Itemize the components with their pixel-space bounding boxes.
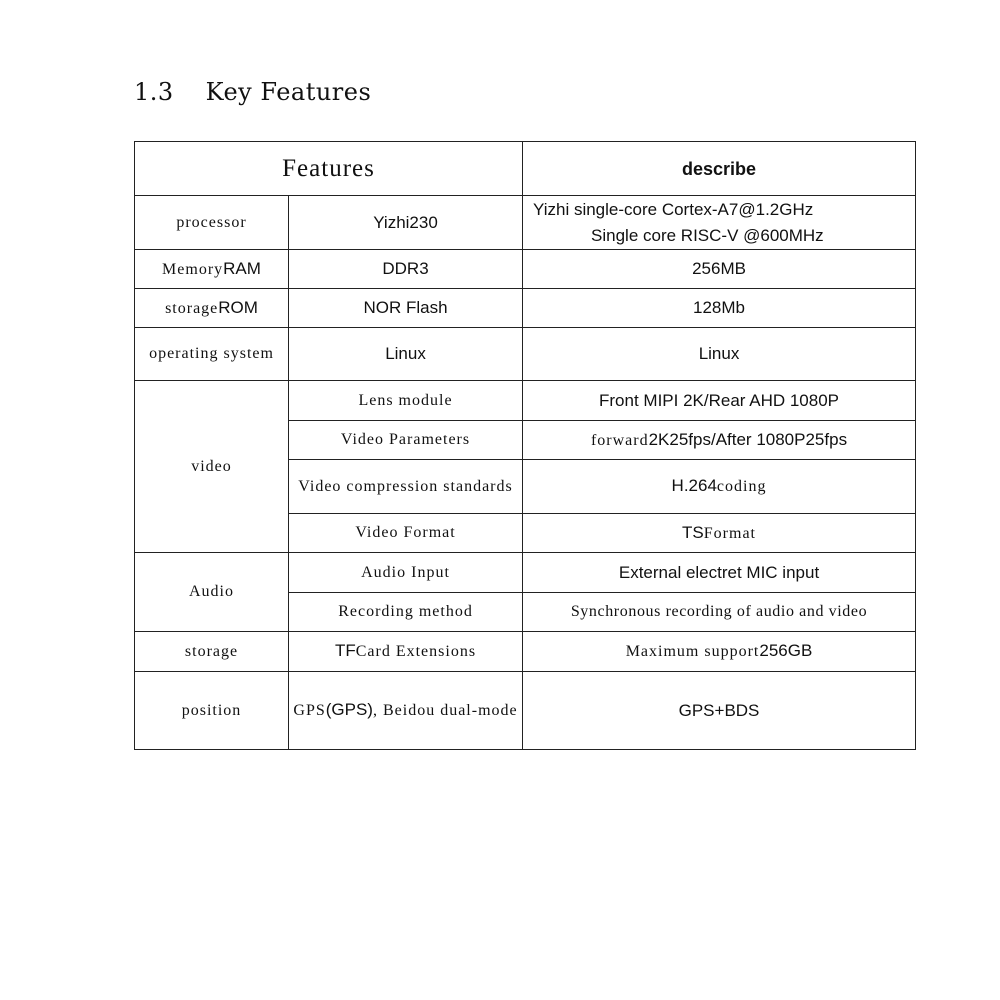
video-lens-describe: Front MIPI 2K/Rear AHD 1080P [523, 381, 916, 421]
video-compression-describe-b: coding [716, 478, 767, 495]
video-lens-label: Lens module [289, 381, 523, 421]
os-label: operating system [135, 328, 289, 381]
table-row-position [135, 672, 916, 750]
video-params-label: Video Parameters [289, 421, 523, 460]
audio-recording-describe: Synchronous recording of audio and video [523, 593, 916, 632]
video-compression-describe [523, 460, 916, 514]
table-row-audio-input [135, 553, 916, 593]
video-format-describe-b: Format [703, 524, 756, 542]
table-header-row [135, 142, 916, 196]
section-heading [134, 78, 371, 106]
storage-rom-value: NOR Flash [289, 289, 523, 328]
section-number: 1.3 [134, 78, 174, 106]
storage-rom-label [135, 289, 289, 328]
video-format-describe [523, 514, 916, 553]
position-value-b: (GPS) [325, 700, 373, 719]
table-row-storage-rom [135, 289, 916, 328]
position-label: position [135, 672, 289, 750]
storage-label: storage [135, 632, 289, 672]
processor-describe [523, 196, 916, 250]
storage-rom-describe: 128Mb [523, 289, 916, 328]
video-params-describe-a: forward [590, 431, 649, 449]
section-title: Key Features [205, 78, 372, 106]
storage-describe-b: 256GB [759, 641, 813, 660]
processor-label: processor [135, 196, 289, 250]
audio-input-describe: External electret MIC input [523, 553, 916, 593]
table-row-video-lens [135, 381, 916, 421]
video-compression-describe-a: H.264 [671, 476, 717, 495]
video-params-describe [523, 421, 916, 460]
processor-value: Yizhi230 [289, 196, 523, 250]
table-row-memory [135, 250, 916, 289]
os-value: Linux [289, 328, 523, 381]
header-describe: describe [523, 142, 916, 196]
video-format-label: Video Format [289, 514, 523, 553]
memory-label-b: RAM [223, 258, 261, 278]
position-value-a: GPS [293, 702, 326, 719]
storage-describe [523, 632, 916, 672]
processor-describe-line2: Single core RISC-V @600MHz [591, 225, 824, 245]
video-compression-label: Video compression standards [289, 460, 523, 514]
storage-describe-a: Maximum support [625, 643, 760, 660]
video-format-describe-a: TS [682, 522, 704, 542]
memory-value: DDR3 [289, 250, 523, 289]
storage-value-b: Card Extensions [355, 643, 477, 660]
table-row-storage [135, 632, 916, 672]
audio-label: Audio [135, 553, 289, 632]
os-describe: Linux [523, 328, 916, 381]
table-row-os [135, 328, 916, 381]
memory-describe: 256MB [523, 250, 916, 289]
position-value-c: , Beidou dual-mode [372, 702, 518, 719]
position-value [289, 672, 523, 750]
video-params-describe-b: 2K25fps/After 1080P25fps [648, 429, 848, 449]
table-row-processor [135, 196, 916, 250]
memory-label-a: Memory [162, 260, 224, 278]
processor-describe-line1: Yizhi single-core Cortex-A7@1.2GHz [533, 199, 814, 219]
storage-rom-label-b: ROM [218, 297, 258, 317]
position-describe: GPS+BDS [523, 672, 916, 750]
storage-value [289, 632, 523, 672]
audio-recording-label: Recording method [289, 593, 523, 632]
video-label: video [135, 381, 289, 553]
storage-value-a: TF [334, 641, 356, 660]
storage-rom-label-a: storage [165, 299, 219, 317]
header-features: Features [135, 142, 523, 196]
audio-input-label: Audio Input [289, 553, 523, 593]
memory-label [135, 250, 289, 289]
features-table [134, 141, 916, 750]
